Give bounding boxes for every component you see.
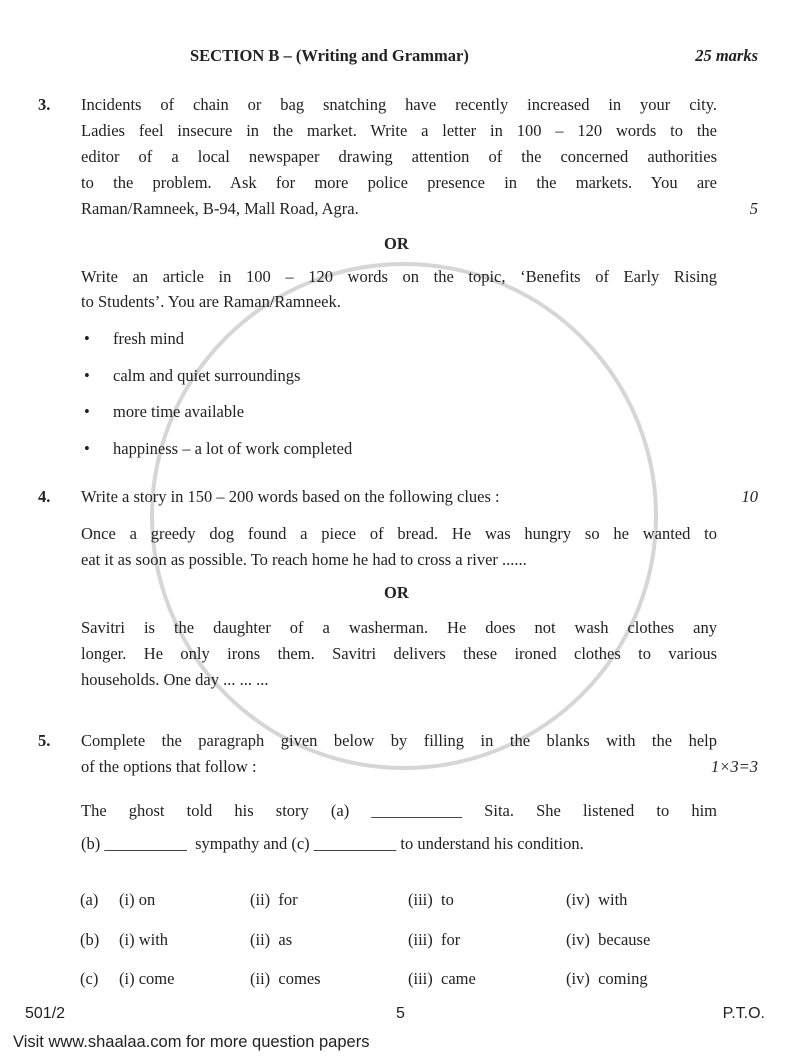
q3-line: Ladies feel insecure in the market. Write a letter in 100 – 120 words to the: [81, 121, 717, 140]
option-choice: (i) on: [119, 890, 156, 909]
bullet-item: fresh mind: [113, 329, 185, 348]
footer-pto: P.T.O.: [722, 1005, 765, 1022]
option-label: (a): [80, 890, 99, 909]
bullet-item: more time available: [113, 402, 245, 421]
option-choice: (ii) for: [250, 890, 298, 909]
q4-line: eat it as soon as possible. To reach home he had to cross a river ......: [81, 550, 527, 569]
watermark-circle: [150, 262, 658, 770]
q4-number: 4.: [38, 487, 51, 506]
option-choice: (iii) came: [408, 969, 476, 988]
option-label: (b): [80, 930, 100, 949]
q4-line: Once a greedy dog found a piece of bread. He was hungry so he wanted to: [81, 524, 717, 543]
q5-paragraph-line: (b) __________ sympathy and (c) __________ to understand his condition.: [81, 834, 584, 853]
option-choice: (iv) with: [566, 890, 628, 909]
option-choice: (iii) to: [408, 890, 454, 909]
option-choice: (i) come: [119, 969, 175, 988]
bullet-icon: •: [84, 329, 90, 348]
bullet-icon: •: [84, 366, 90, 385]
footer-page-number: 5: [396, 1005, 405, 1022]
q5-paragraph-line: The ghost told his story (a) ___________ Sita. She listened to him: [81, 801, 717, 820]
q3-line: Raman/Ramneek, B-94, Mall Road, Agra.: [81, 199, 359, 218]
q3-line: to the problem. Ask for more police presence in the markets. You are: [81, 173, 717, 192]
q5-line: Complete the paragraph given below by filling in the blanks with the help: [81, 731, 717, 750]
q3-marks: 5: [749, 199, 758, 218]
q5-marks: 1×3=3: [710, 757, 758, 776]
footer-visit-link[interactable]: Visit www.shaalaa.com for more question papers: [13, 1033, 370, 1051]
option-choice: (iv) coming: [566, 969, 648, 988]
q4-prompt: Write a story in 150 – 200 words based on the following clues :: [81, 487, 500, 506]
footer-code: 501/2: [25, 1005, 66, 1022]
option-label: (c): [80, 969, 99, 988]
q4-alt-line: longer. He only irons them. Savitri delivers these ironed clothes to various: [81, 644, 717, 663]
section-marks: 25 marks: [695, 46, 758, 65]
q3-number: 3.: [38, 95, 51, 114]
q3-or: OR: [384, 234, 409, 253]
q3-line: Incidents of chain or bag snatching have recently increased in your city.: [81, 95, 717, 114]
section-title: SECTION B – (Writing and Grammar): [190, 46, 469, 65]
q4-marks: 10: [741, 487, 758, 506]
bullet-item: happiness – a lot of work completed: [113, 439, 353, 458]
q3-line: editor of a local newspaper drawing attention of the concerned authorities: [81, 147, 717, 166]
q5-line: of the options that follow :: [81, 757, 257, 776]
option-choice: (iv) because: [566, 930, 651, 949]
bullet-item: calm and quiet surroundings: [113, 366, 301, 385]
q5-number: 5.: [38, 731, 51, 750]
q4-alt-line: Savitri is the daughter of a washerman. He does not wash clothes any: [81, 618, 717, 637]
option-choice: (ii) comes: [250, 969, 321, 988]
option-choice: (ii) as: [250, 930, 293, 949]
q4-or: OR: [384, 583, 409, 602]
q3-alt-line: Write an article in 100 – 120 words on the topic, ‘Benefits of Early Rising: [81, 267, 717, 286]
option-choice: (iii) for: [408, 930, 461, 949]
bullet-icon: •: [84, 439, 90, 458]
q4-alt-line: households. One day ... ... ...: [81, 670, 269, 689]
q3-alt-line: to Students’. You are Raman/Ramneek.: [81, 292, 341, 311]
option-choice: (i) with: [119, 930, 169, 949]
bullet-icon: •: [84, 402, 90, 421]
